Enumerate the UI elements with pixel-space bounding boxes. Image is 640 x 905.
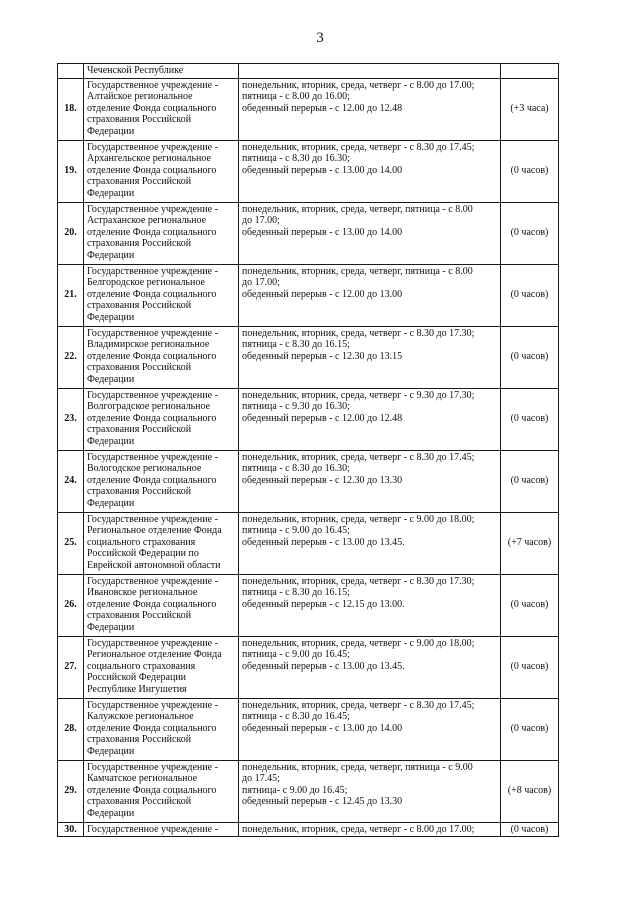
timezone-cell: (+7 часов) <box>501 512 559 574</box>
hours-cell: понедельник, вторник, среда, четверг - с 8.30 до 17.30; пятница - с 8.30 до 16.15; обеденный перерыв - с 12.15 до 13.00. <box>239 574 501 636</box>
table-row <box>58 202 559 264</box>
row-number-cell: 30. <box>58 822 84 837</box>
table-row <box>58 698 559 760</box>
hours-cell: понедельник, вторник, среда, четверг - с 9.00 до 18.00; пятница - с 9.00 до 16.45; обеденный перерыв - с 13.00 до 13.45. <box>239 512 501 574</box>
hours-cell: понедельник, вторник, среда, четверг - с 8.30 до 17.45; пятница - с 8.30 до 16.30; обеденный перерыв - с 12.30 до 13.30 <box>239 450 501 512</box>
timezone-cell: (0 часов) <box>501 822 559 837</box>
table-row <box>58 326 559 388</box>
hours-cell: понедельник, вторник, среда, четверг, пятница - с 8.00 до 17.00; обеденный перерыв - с 12.00 до 13.00 <box>239 264 501 326</box>
table-row <box>58 140 559 202</box>
timezone-cell: (0 часов) <box>501 636 559 698</box>
timezone-cell: (+8 часов) <box>501 760 559 822</box>
row-number-cell: 29. <box>58 760 84 822</box>
timezone-cell: (0 часов) <box>501 202 559 264</box>
table-row <box>58 264 559 326</box>
hours-cell: понедельник, вторник, среда, четверг - с 9.30 до 17.30; пятница - с 9.30 до 16.30; обеденный перерыв - с 12.00 до 12.48 <box>239 388 501 450</box>
hours-cell: понедельник, вторник, среда, четверг - с 8.00 до 17.00; <box>239 822 501 837</box>
row-number-cell: 28. <box>58 698 84 760</box>
row-number-cell: 18. <box>58 78 84 140</box>
row-number-cell: 19. <box>58 140 84 202</box>
timezone-cell <box>501 64 559 79</box>
timezone-cell: (0 часов) <box>501 388 559 450</box>
timezone-cell: (0 часов) <box>501 264 559 326</box>
organization-cell: Государственное учреждение - Камчатское региональное отделение Фонда социального страхования Российской Федерации <box>84 760 239 822</box>
hours-cell: понедельник, вторник, среда, четверг - с 9.00 до 18.00; пятница - с 9.00 до 16.45; обеденный перерыв - с 13.00 до 13.45. <box>239 636 501 698</box>
organization-cell: Государственное учреждение - <box>84 822 239 837</box>
row-number-cell: 26. <box>58 574 84 636</box>
timezone-cell: (+3 часа) <box>501 78 559 140</box>
table-row <box>58 78 559 140</box>
table-row <box>58 760 559 822</box>
row-number-cell: 22. <box>58 326 84 388</box>
table-row <box>58 64 559 79</box>
row-number-cell: 23. <box>58 388 84 450</box>
timezone-cell: (0 часов) <box>501 574 559 636</box>
hours-cell <box>239 64 501 79</box>
schedule-table <box>57 63 559 837</box>
table-row <box>58 574 559 636</box>
row-number-cell: 21. <box>58 264 84 326</box>
timezone-cell: (0 часов) <box>501 698 559 760</box>
schedule-table-body <box>58 64 559 837</box>
organization-cell: Государственное учреждение - Региональное отделение Фонда социального страхования Российской Федерации по Еврейской автономной области <box>84 512 239 574</box>
timezone-cell: (0 часов) <box>501 450 559 512</box>
organization-cell: Государственное учреждение - Ивановское региональное отделение Фонда социального страхования Российской Федерации <box>84 574 239 636</box>
hours-cell: понедельник, вторник, среда, четверг, пятница - с 9.00 до 17.45; пятница- с 9.00 до 16.45; обеденный перерыв - с 12.45 до 13.30 <box>239 760 501 822</box>
table-row <box>58 822 559 837</box>
timezone-cell: (0 часов) <box>501 326 559 388</box>
hours-cell: понедельник, вторник, среда, четверг - с 8.30 до 17.45; пятница - с 8.30 до 16.30; обеденный перерыв - с 13.00 до 14.00 <box>239 140 501 202</box>
organization-cell: Государственное учреждение - Вологодское региональное отделение Фонда социального страхования Российской Федерации <box>84 450 239 512</box>
page-number: 3 <box>316 30 324 46</box>
row-number-cell <box>58 64 84 79</box>
row-number-cell: 27. <box>58 636 84 698</box>
organization-cell: Государственное учреждение - Волгоградское региональное отделение Фонда социального страхования Российской Федерации <box>84 388 239 450</box>
table-row <box>58 512 559 574</box>
organization-cell: Государственное учреждение - Белгородское региональное отделение Фонда социального страхования Российской Федерации <box>84 264 239 326</box>
table-row <box>58 450 559 512</box>
hours-cell: понедельник, вторник, среда, четверг - с 8.00 до 17.00; пятница - с 8.00 до 16.00; обеденный перерыв - с 12.00 до 12.48 <box>239 78 501 140</box>
organization-cell: Чеченской Республике <box>84 64 239 79</box>
row-number-cell: 20. <box>58 202 84 264</box>
hours-cell: понедельник, вторник, среда, четверг - с 8.30 до 17.30; пятница - с 8.30 до 16.15; обеденный перерыв - с 12.30 до 13.15 <box>239 326 501 388</box>
hours-cell: понедельник, вторник, среда, четверг, пятница - с 8.00 до 17.00; обеденный перерыв - с 13.00 до 14.00 <box>239 202 501 264</box>
table-row <box>58 388 559 450</box>
hours-cell: понедельник, вторник, среда, четверг - с 8.30 до 17.45; пятница - с 8.30 до 16.45; обеденный перерыв - с 13.00 до 14.00 <box>239 698 501 760</box>
organization-cell: Государственное учреждение - Архангельское региональное отделение Фонда социального страхования Российской Федерации <box>84 140 239 202</box>
organization-cell: Государственное учреждение - Региональное отделение Фонда социального страхования Российской Федерации Республике Ингушетия <box>84 636 239 698</box>
row-number-cell: 25. <box>58 512 84 574</box>
timezone-cell: (0 часов) <box>501 140 559 202</box>
organization-cell: Государственное учреждение - Владимирское региональное отделение Фонда социального страхования Российской Федерации <box>84 326 239 388</box>
table-row <box>58 636 559 698</box>
row-number-cell: 24. <box>58 450 84 512</box>
organization-cell: Государственное учреждение - Алтайское региональное отделение Фонда социального страхования Российской Федерации <box>84 78 239 140</box>
organization-cell: Государственное учреждение - Астраханское региональное отделение Фонда социального страхования Российской Федерации <box>84 202 239 264</box>
organization-cell: Государственное учреждение - Калужское региональное отделение Фонда социального страхования Российской Федерации <box>84 698 239 760</box>
